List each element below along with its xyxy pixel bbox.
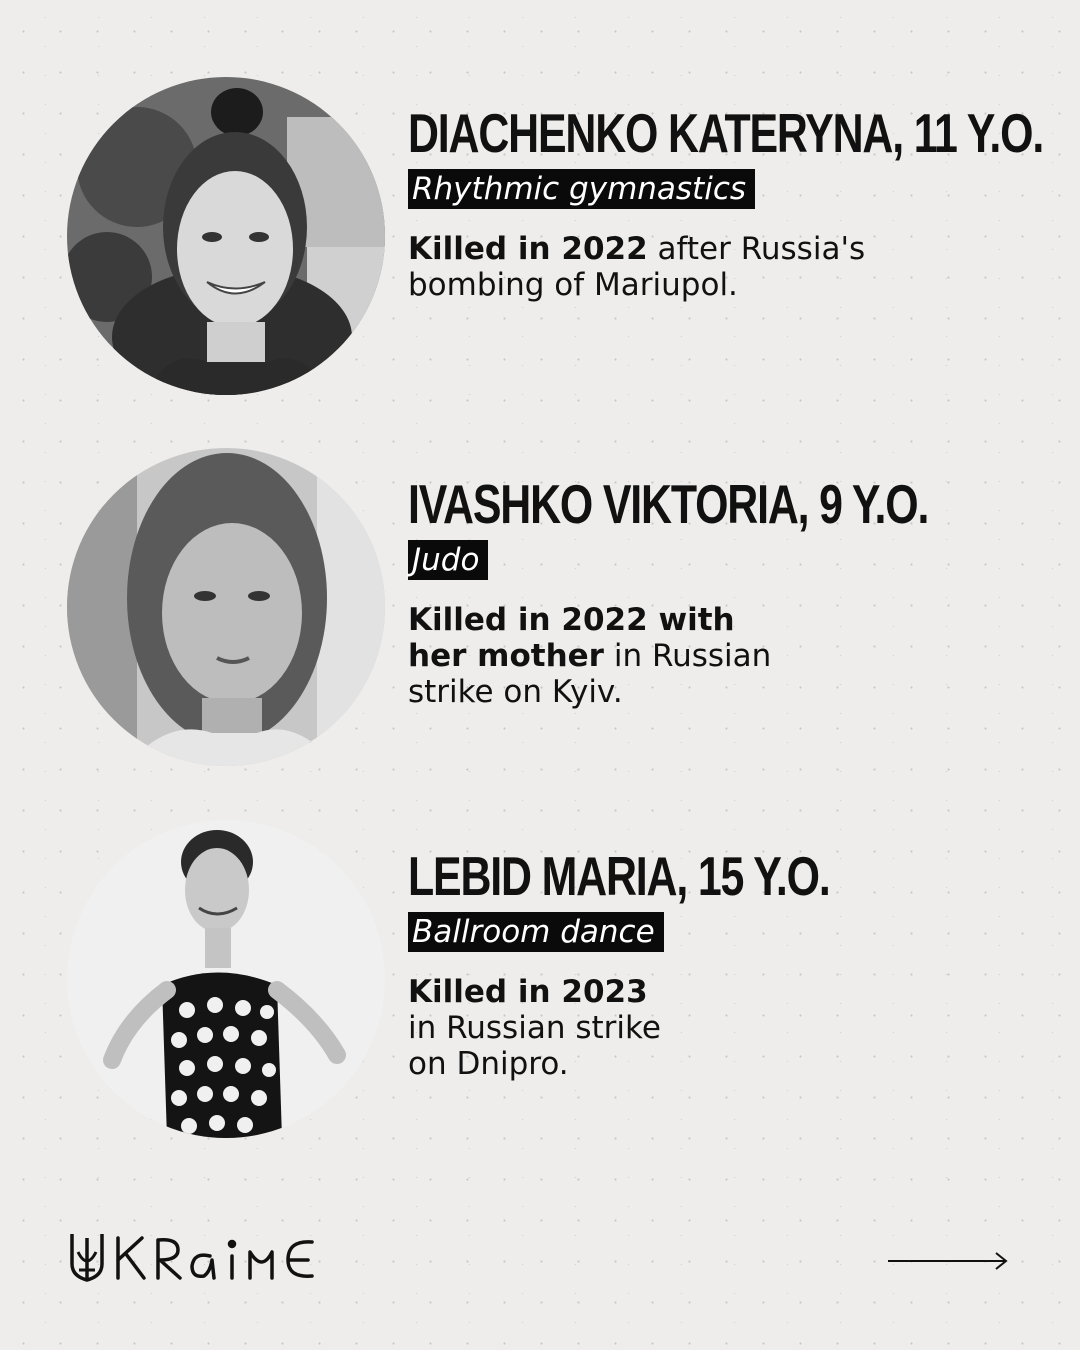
athlete-name: DIACHENKO KATERYNA, 11 Y.O.: [408, 102, 1044, 164]
description-line: [408, 267, 1080, 303]
description-line: [408, 1010, 949, 1046]
description-line: [408, 674, 1075, 710]
trident-icon: [68, 1230, 106, 1284]
athlete-photo: [67, 77, 385, 395]
sport-tag: Ballroom dance: [408, 912, 664, 952]
description-text: after Russia's: [647, 231, 866, 267]
athlete-entry: [0, 446, 1080, 776]
description-emphasis: her mother: [408, 638, 604, 674]
athlete-name: LEBID MARIA, 15 Y.O.: [408, 845, 830, 907]
description-line: [408, 638, 1075, 674]
description-text: bombing of Mariupol.: [408, 267, 738, 303]
sport-tag: Rhythmic gymnastics: [408, 169, 755, 209]
description-line: [408, 231, 1080, 267]
description-text: on Dnipro.: [408, 1046, 569, 1082]
brand-logo: [68, 1222, 322, 1292]
athlete-description: [408, 231, 1080, 303]
description-line: [408, 1046, 949, 1082]
description-emphasis: Killed in 2022: [408, 231, 648, 267]
athlete-name: IVASHKO VIKTORIA, 9 Y.O.: [408, 473, 929, 535]
logo-wordmark: [112, 1230, 322, 1284]
athlete-entry: [0, 75, 1080, 405]
description-emphasis: Killed in 2022 with: [408, 602, 735, 638]
athlete-photo: [67, 820, 385, 1138]
description-text: in Russian: [603, 638, 772, 674]
description-text: strike on Kyiv.: [408, 674, 623, 710]
description-line: [408, 974, 949, 1010]
description-line: [408, 602, 1075, 638]
description-emphasis: Killed in 2023: [408, 974, 648, 1010]
athlete-entry: [0, 818, 1080, 1148]
arrow-right-icon[interactable]: [886, 1250, 1010, 1272]
athlete-description: [408, 602, 1075, 710]
athlete-photo: [67, 448, 385, 766]
athlete-description: [408, 974, 949, 1082]
sport-tag: Judo: [408, 540, 488, 580]
description-text: in Russian strike: [408, 1010, 661, 1046]
